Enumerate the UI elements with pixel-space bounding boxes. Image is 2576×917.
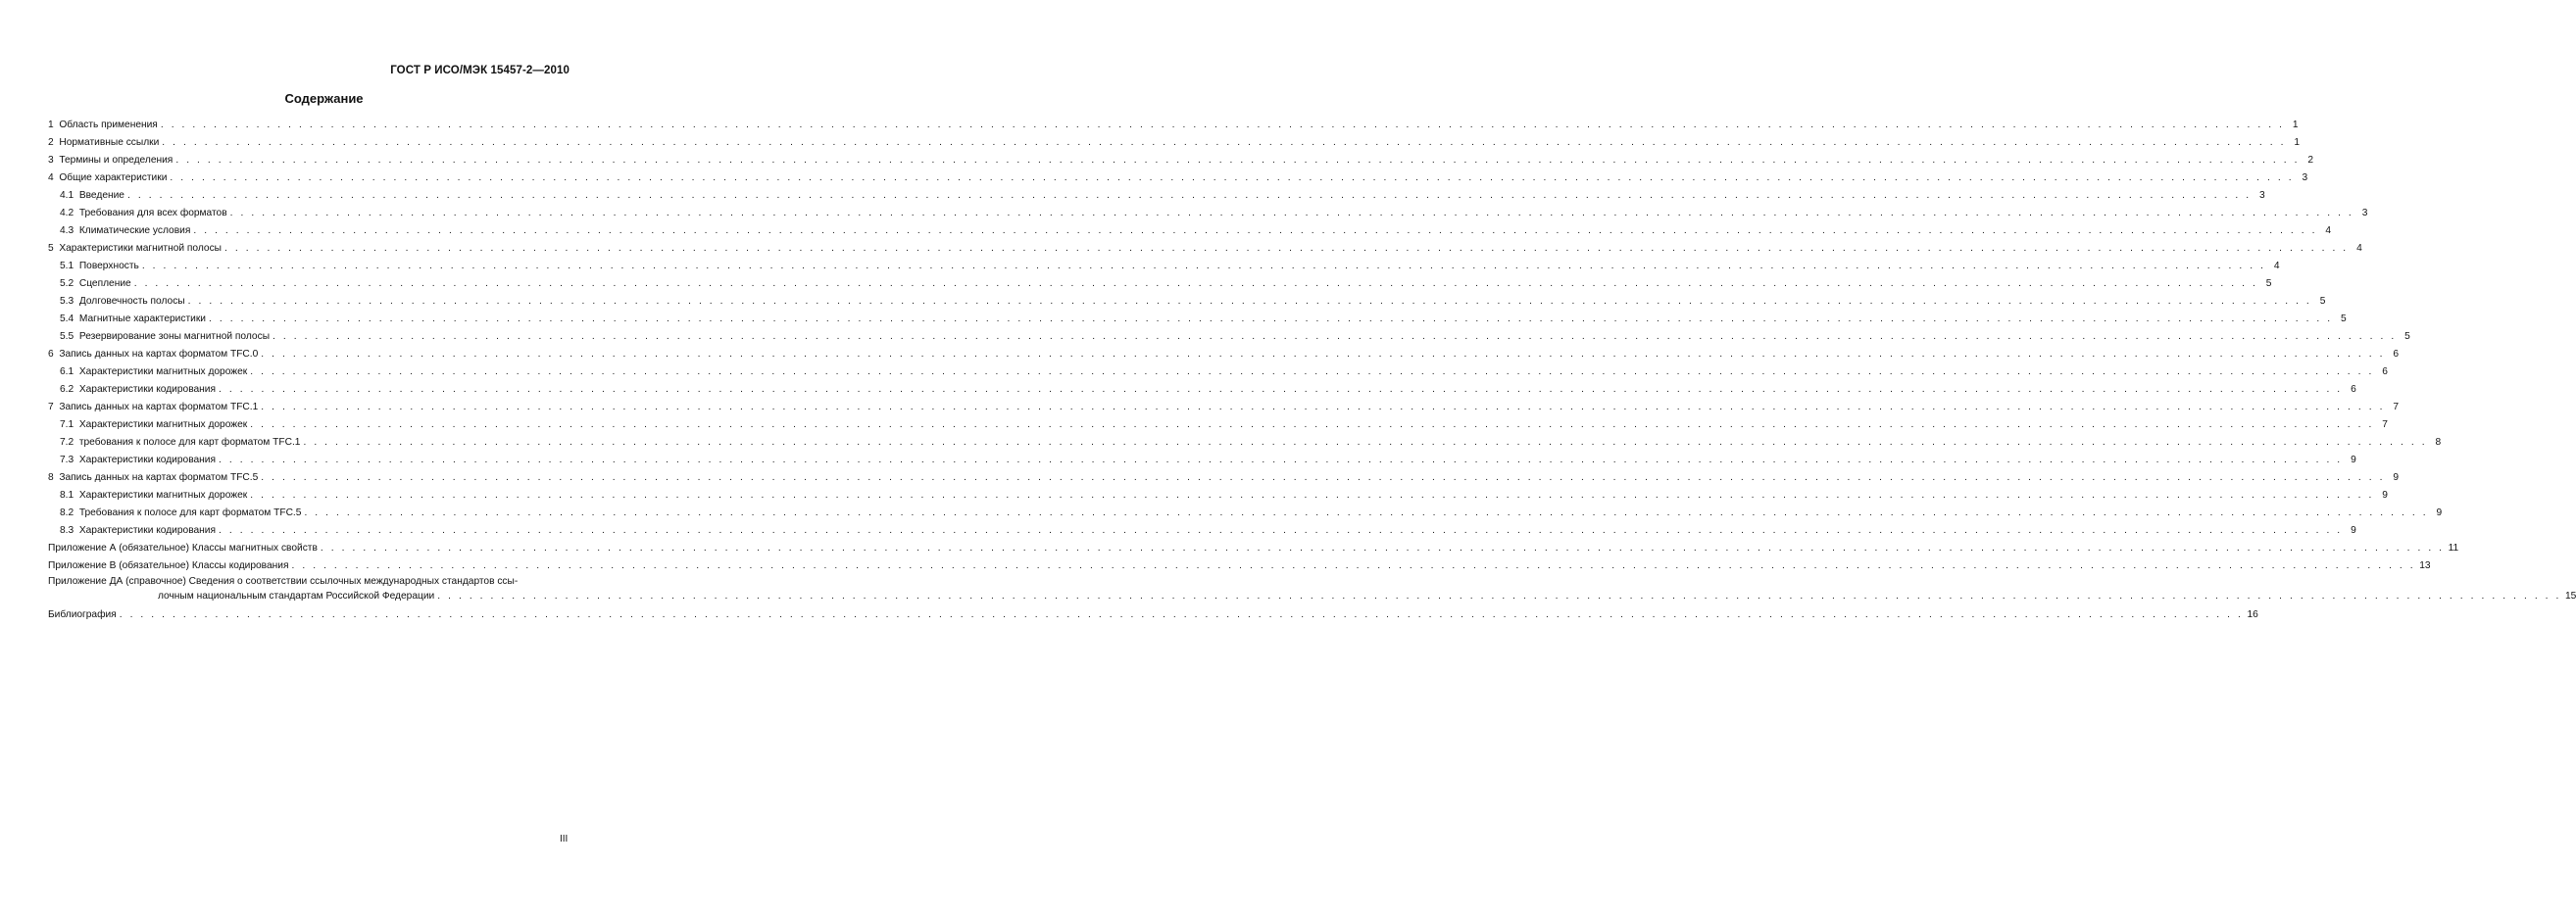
toc-entry-title: Резервирование зоны магнитной полосы: [78, 331, 271, 342]
toc-entry-page: 16: [2247, 609, 2258, 620]
toc-entry-number: 5.3: [60, 296, 74, 307]
toc-entry-title: Введение: [78, 190, 124, 201]
toc-entry: [48, 153, 2314, 168]
toc-entry-title: Сцепление: [78, 278, 131, 289]
toc-entry: [48, 241, 2362, 256]
toc-entry-page: 3: [2259, 190, 2265, 201]
toc-entry-title: Область применения: [59, 120, 158, 130]
dot-leader: . . . . . . . . . . . . . . . . . . . . . . . . . . . . . . . . . . . . . . . . . . . . . . . . . . . . . . . . . . . . . . . . . . . . . . . . . . . . . . . . . . . . . . . . . . . . . . . . . . . . . . . . . . . . . . . . . . . . . . . . . . . . . . . . . . . . . . . . . . . . . . . . . . . . . . . . . . . . . . . . . . . . . . . . . . . . . . . . . . . . . . . . . . . . . . . . . . . . . . . .: [170, 172, 2295, 183]
toc-entry-page: 2: [2307, 155, 2314, 166]
dot-leader: . . . . . . . . . . . . . . . . . . . . . . . . . . . . . . . . . . . . . . . . . . . . . . . . . . . . . . . . . . . . . . . . . . . . . . . . . . . . . . . . . . . . . . . . . . . . . . . . . . . . . . . . . . . . . . . . . . . . . . . . . . . . . . . . . . . . . . . . . . . . . . . . . . . . . . . . . . . . . . . . . . . . . . . . . . . . . . . . . . . . . . . . . . . . . . . . . . . . . . . .: [303, 437, 2428, 448]
toc-entry-number: 6.2: [60, 384, 74, 395]
toc-entry: [48, 223, 2332, 238]
dot-leader: . . . . . . . . . . . . . . . . . . . . . . . . . . . . . . . . . . . . . . . . . . . . . . . . . . . . . . . . . . . . . . . . . . . . . . . . . . . . . . . . . . . . . . . . . . . . . . . . . . . . . . . . . . . . . . . . . . . . . . . . . . . . . . . . . . . . . . . . . . . . . . . . . . . . . . . . . . . . . . . . . . . . . . . . . . . . . . . . . . . . . . . . . . . . . . . . . . . . . . . .: [250, 490, 2374, 501]
toc-entry: [48, 488, 2388, 503]
toc-entry-page: 7: [2393, 402, 2400, 412]
toc-entry-page: 3: [2361, 208, 2368, 218]
toc-entry-number: 8.2: [60, 507, 74, 518]
dot-leader: . . . . . . . . . . . . . . . . . . . . . . . . . . . . . . . . . . . . . . . . . . . . . . . . . . . . . . . . . . . . . . . . . . . . . . . . . . . . . . . . . . . . . . . . . . . . . . . . . . . . . . . . . . . . . . . . . . . . . . . . . . . . . . . . . . . . . . . . . . . . . . . . . . . . . . . . . . . . . . . . . . . . . . . . . . . . . . . . . . . . . . . . . . . . . . . . . . . . . . . .: [291, 560, 2416, 571]
toc-entry-title: Характеристики кодирования: [78, 455, 216, 465]
toc-entry-title: Характеристики кодирования: [78, 384, 216, 395]
dot-leader: . . . . . . . . . . . . . . . . . . . . . . . . . . . . . . . . . . . . . . . . . . . . . . . . . . . . . . . . . . . . . . . . . . . . . . . . . . . . . . . . . . . . . . . . . . . . . . . . . . . . . . . . . . . . . . . . . . . . . . . . . . . . . . . . . . . . . . . . . . . . . . . . . . . . . . . . . . . . . . . . . . . . . . . . . . . . . . . . . . . . . . . . . . . . . . . . . . . . . . . .: [261, 349, 2386, 360]
toc-entry-page: 9: [2382, 490, 2388, 501]
toc-entry-number: 4.2: [60, 208, 74, 218]
toc-entry-page: 5: [2404, 331, 2410, 342]
toc-entry-title: Запись данных на картах форматом TFC.0: [59, 349, 259, 360]
toc-entry-number: 6.1: [60, 366, 74, 377]
dot-leader: . . . . . . . . . . . . . . . . . . . . . . . . . . . . . . . . . . . . . . . . . . . . . . . . . . . . . . . . . . . . . . . . . . . . . . . . . . . . . . . . . . . . . . . . . . . . . . . . . . . . . . . . . . . . . . . . . . . . . . . . . . . . . . . . . . . . . . . . . . . . . . . . . . . . . . . . . . . . . . . . . . . . . . . . . . . . . . . . . . . . . . . . . . . . . . . . . . . . . . . .: [250, 419, 2374, 430]
toc-entry-title: Магнитные характеристики: [78, 314, 206, 324]
toc-entry-page: 9: [2351, 455, 2356, 465]
toc-entry-title: Характеристики магнитных дорожек: [78, 490, 248, 501]
toc-entry-page: 1: [2294, 137, 2301, 148]
toc-entry-title: Долговечность полосы: [78, 296, 185, 307]
toc-entry-title: Приложение А (обязательное) Классы магнитных свойств: [48, 543, 318, 554]
toc-entry: [48, 188, 2265, 203]
toc-entry-number: 3: [48, 155, 54, 166]
toc-entry: [48, 312, 2347, 326]
toc-entry-number: 5.2: [60, 278, 74, 289]
toc-entry-page: 6: [2393, 349, 2400, 360]
toc-entry-title: Требования для всех форматов: [78, 208, 227, 218]
toc-entry-page: 1: [2292, 120, 2299, 130]
toc-entry-title: Общие характеристики: [59, 172, 168, 183]
toc-entry: [48, 118, 2299, 132]
toc-entry: [48, 558, 2431, 573]
toc-entry-title: лочным национальным стандартам Российской Федерации: [158, 591, 435, 602]
toc-entry-title: Нормативные ссылки: [59, 137, 160, 148]
toc-entry: [48, 470, 2400, 485]
dot-leader: . . . . . . . . . . . . . . . . . . . . . . . . . . . . . . . . . . . . . . . . . . . . . . . . . . . . . . . . . . . . . . . . . . . . . . . . . . . . . . . . . . . . . . . . . . . . . . . . . . . . . . . . . . . . . . . . . . . . . . . . . . . . . . . . . . . . . . . . . . . . . . . . . . . . . . . . . . . . . . . . . . . . . . . . . . . . . . . . . . . . . . . . . . . . . . . . . . . . . . . .: [437, 591, 2561, 602]
toc-entry-annex-da-line1: Приложение ДА (справочное) Сведения о соответствии ссылочных международных стандартов ссы-: [48, 576, 519, 587]
document-code: ГОСТ Р ИСО/МЭК 15457-2—2010: [390, 65, 570, 76]
toc-entry-page: 5: [2319, 296, 2326, 307]
toc-entry-title: Требования к полосе для карт форматом TFC.5: [78, 507, 302, 518]
toc-entry-page: 13: [2419, 560, 2431, 571]
toc-entry-number: 5: [48, 243, 54, 254]
toc-entry: [48, 135, 2301, 150]
toc-entry-number: 7.3: [60, 455, 74, 465]
dot-leader: . . . . . . . . . . . . . . . . . . . . . . . . . . . . . . . . . . . . . . . . . . . . . . . . . . . . . . . . . . . . . . . . . . . . . . . . . . . . . . . . . . . . . . . . . . . . . . . . . . . . . . . . . . . . . . . . . . . . . . . . . . . . . . . . . . . . . . . . . . . . . . . . . . . . . . . . . . . . . . . . . . . . . . . . . . . . . . . . . . . . . . . . . . . . . . . . . . . . . . . .: [119, 609, 2244, 620]
dot-leader: . . . . . . . . . . . . . . . . . . . . . . . . . . . . . . . . . . . . . . . . . . . . . . . . . . . . . . . . . . . . . . . . . . . . . . . . . . . . . . . . . . . . . . . . . . . . . . . . . . . . . . . . . . . . . . . . . . . . . . . . . . . . . . . . . . . . . . . . . . . . . . . . . . . . . . . . . . . . . . . . . . . . . . . . . . . . . . . . . . . . . . . . . . . . . . . . . . . . . . . .: [250, 366, 2374, 377]
toc-entry: [48, 541, 2459, 555]
dot-leader: . . . . . . . . . . . . . . . . . . . . . . . . . . . . . . . . . . . . . . . . . . . . . . . . . . . . . . . . . . . . . . . . . . . . . . . . . . . . . . . . . . . . . . . . . . . . . . . . . . . . . . . . . . . . . . . . . . . . . . . . . . . . . . . . . . . . . . . . . . . . . . . . . . . . . . . . . . . . . . . . . . . . . . . . . . . . . . . . . . . . . . . . . . . . . . . . . . . . . . . .: [224, 243, 2349, 254]
toc-entry-page: 9: [2393, 472, 2400, 483]
dot-leader: . . . . . . . . . . . . . . . . . . . . . . . . . . . . . . . . . . . . . . . . . . . . . . . . . . . . . . . . . . . . . . . . . . . . . . . . . . . . . . . . . . . . . . . . . . . . . . . . . . . . . . . . . . . . . . . . . . . . . . . . . . . . . . . . . . . . . . . . . . . . . . . . . . . . . . . . . . . . . . . . . . . . . . . . . . . . . . . . . . . . . . . . . . . . . . . . . . . . . . . .: [304, 507, 2429, 518]
toc-entry: [48, 435, 2442, 450]
toc-entry: [48, 294, 2326, 309]
toc-entry-number: 7.2: [60, 437, 74, 448]
dot-leader: . . . . . . . . . . . . . . . . . . . . . . . . . . . . . . . . . . . . . . . . . . . . . . . . . . . . . . . . . . . . . . . . . . . . . . . . . . . . . . . . . . . . . . . . . . . . . . . . . . . . . . . . . . . . . . . . . . . . . . . . . . . . . . . . . . . . . . . . . . . . . . . . . . . . . . . . . . . . . . . . . . . . . . . . . . . . . . . . . . . . . . . . . . . . . . . . . . . . . . . .: [187, 296, 2312, 307]
toc-entry: [48, 259, 2280, 273]
toc-entry: [48, 382, 2356, 397]
toc-entry-number: 4.1: [60, 190, 74, 201]
dot-leader: . . . . . . . . . . . . . . . . . . . . . . . . . . . . . . . . . . . . . . . . . . . . . . . . . . . . . . . . . . . . . . . . . . . . . . . . . . . . . . . . . . . . . . . . . . . . . . . . . . . . . . . . . . . . . . . . . . . . . . . . . . . . . . . . . . . . . . . . . . . . . . . . . . . . . . . . . . . . . . . . . . . . . . . . . . . . . . . . . . . . . . . . . . . . . . . . . . . . . . . .: [219, 525, 2343, 536]
toc-entry-page: 7: [2382, 419, 2388, 430]
dot-leader: . . . . . . . . . . . . . . . . . . . . . . . . . . . . . . . . . . . . . . . . . . . . . . . . . . . . . . . . . . . . . . . . . . . . . . . . . . . . . . . . . . . . . . . . . . . . . . . . . . . . . . . . . . . . . . . . . . . . . . . . . . . . . . . . . . . . . . . . . . . . . . . . . . . . . . . . . . . . . . . . . . . . . . . . . . . . . . . . . . . . . . . . . . . . . . . . . . . . . . . .: [126, 190, 2252, 201]
toc-entry: [48, 170, 2308, 185]
toc-entry-page: 6: [2382, 366, 2388, 377]
toc-entry-bibliography: [48, 607, 2258, 622]
toc-entry-number: 6: [48, 349, 54, 360]
dot-leader: . . . . . . . . . . . . . . . . . . . . . . . . . . . . . . . . . . . . . . . . . . . . . . . . . . . . . . . . . . . . . . . . . . . . . . . . . . . . . . . . . . . . . . . . . . . . . . . . . . . . . . . . . . . . . . . . . . . . . . . . . . . . . . . . . . . . . . . . . . . . . . . . . . . . . . . . . . . . . . . . . . . . . . . . . . . . . . . . . . . . . . . . . . . . . . . . . . . . . . . .: [175, 155, 2301, 166]
toc-entry: [48, 329, 2410, 344]
toc-entry-number: 7.1: [60, 419, 74, 430]
dot-leader: . . . . . . . . . . . . . . . . . . . . . . . . . . . . . . . . . . . . . . . . . . . . . . . . . . . . . . . . . . . . . . . . . . . . . . . . . . . . . . . . . . . . . . . . . . . . . . . . . . . . . . . . . . . . . . . . . . . . . . . . . . . . . . . . . . . . . . . . . . . . . . . . . . . . . . . . . . . . . . . . . . . . . . . . . . . . . . . . . . . . . . . . . . . . . . . . . . . . . . . .: [320, 543, 2445, 554]
toc-entry-page: 4: [2356, 243, 2362, 254]
toc-entry: [48, 506, 2443, 520]
toc-entry-title: Термины и определения: [59, 155, 173, 166]
toc-entry-title: Климатические условия: [78, 225, 191, 236]
dot-leader: . . . . . . . . . . . . . . . . . . . . . . . . . . . . . . . . . . . . . . . . . . . . . . . . . . . . . . . . . . . . . . . . . . . . . . . . . . . . . . . . . . . . . . . . . . . . . . . . . . . . . . . . . . . . . . . . . . . . . . . . . . . . . . . . . . . . . . . . . . . . . . . . . . . . . . . . . . . . . . . . . . . . . . . . . . . . . . . . . . . . . . . . . . . . . . . . . . . . . . . .: [208, 314, 2333, 324]
toc-entry-page: 6: [2351, 384, 2356, 395]
toc-entry-title: требования к полосе для карт форматом TFC.1: [78, 437, 301, 448]
toc-entry: [48, 523, 2356, 538]
toc-entry-page: 11: [2448, 543, 2459, 554]
page-title: Содержание: [284, 91, 364, 106]
dot-leader: . . . . . . . . . . . . . . . . . . . . . . . . . . . . . . . . . . . . . . . . . . . . . . . . . . . . . . . . . . . . . . . . . . . . . . . . . . . . . . . . . . . . . . . . . . . . . . . . . . . . . . . . . . . . . . . . . . . . . . . . . . . . . . . . . . . . . . . . . . . . . . . . . . . . . . . . . . . . . . . . . . . . . . . . . . . . . . . . . . . . . . . . . . . . . . . . . . . . . . . .: [133, 278, 2258, 289]
toc-entry-number: 4: [48, 172, 54, 183]
toc-entry-title: Характеристики магнитной полосы: [59, 243, 222, 254]
dot-leader: . . . . . . . . . . . . . . . . . . . . . . . . . . . . . . . . . . . . . . . . . . . . . . . . . . . . . . . . . . . . . . . . . . . . . . . . . . . . . . . . . . . . . . . . . . . . . . . . . . . . . . . . . . . . . . . . . . . . . . . . . . . . . . . . . . . . . . . . . . . . . . . . . . . . . . . . . . . . . . . . . . . . . . . . . . . . . . . . . . . . . . . . . . . . . . . . . . . . . . . .: [261, 472, 2386, 483]
toc-entry-number: 5.1: [60, 261, 74, 271]
toc-entry: [48, 206, 2368, 220]
toc-entry: [48, 276, 2272, 291]
toc-entry-number: 5.4: [60, 314, 74, 324]
toc-entry-title: Характеристики кодирования: [78, 525, 216, 536]
toc-entry-title: Запись данных на картах форматом TFC.5: [59, 472, 259, 483]
toc-entry: [48, 400, 2400, 414]
toc-entry-page: 5: [2341, 314, 2347, 324]
toc-entry-number: 7: [48, 402, 54, 412]
toc-entry-number: 8.1: [60, 490, 74, 501]
toc-entry-number: 8.3: [60, 525, 74, 536]
toc-entry-page: 15: [2564, 591, 2576, 602]
dot-leader: . . . . . . . . . . . . . . . . . . . . . . . . . . . . . . . . . . . . . . . . . . . . . . . . . . . . . . . . . . . . . . . . . . . . . . . . . . . . . . . . . . . . . . . . . . . . . . . . . . . . . . . . . . . . . . . . . . . . . . . . . . . . . . . . . . . . . . . . . . . . . . . . . . . . . . . . . . . . . . . . . . . . . . . . . . . . . . . . . . . . . . . . . . . . . . . . . . . . . . . .: [160, 120, 2285, 130]
toc-entry-title: Характеристики магнитных дорожек: [78, 419, 248, 430]
toc-entry-title: Поверхность: [78, 261, 139, 271]
toc-entry-number: 2: [48, 137, 54, 148]
toc-entry-title: Библиография: [48, 609, 117, 620]
page-number: III: [560, 834, 569, 845]
dot-leader: . . . . . . . . . . . . . . . . . . . . . . . . . . . . . . . . . . . . . . . . . . . . . . . . . . . . . . . . . . . . . . . . . . . . . . . . . . . . . . . . . . . . . . . . . . . . . . . . . . . . . . . . . . . . . . . . . . . . . . . . . . . . . . . . . . . . . . . . . . . . . . . . . . . . . . . . . . . . . . . . . . . . . . . . . . . . . . . . . . . . . . . . . . . . . . . . . . . . . . . .: [261, 402, 2386, 412]
toc-entry: [48, 453, 2356, 467]
toc-entry-page: 4: [2273, 261, 2280, 271]
dot-leader: . . . . . . . . . . . . . . . . . . . . . . . . . . . . . . . . . . . . . . . . . . . . . . . . . . . . . . . . . . . . . . . . . . . . . . . . . . . . . . . . . . . . . . . . . . . . . . . . . . . . . . . . . . . . . . . . . . . . . . . . . . . . . . . . . . . . . . . . . . . . . . . . . . . . . . . . . . . . . . . . . . . . . . . . . . . . . . . . . . . . . . . . . . . . . . . . . . . . . . . .: [141, 261, 2266, 271]
dot-leader: . . . . . . . . . . . . . . . . . . . . . . . . . . . . . . . . . . . . . . . . . . . . . . . . . . . . . . . . . . . . . . . . . . . . . . . . . . . . . . . . . . . . . . . . . . . . . . . . . . . . . . . . . . . . . . . . . . . . . . . . . . . . . . . . . . . . . . . . . . . . . . . . . . . . . . . . . . . . . . . . . . . . . . . . . . . . . . . . . . . . . . . . . . . . . . . . . . . . . . . .: [162, 137, 2287, 148]
dot-leader: . . . . . . . . . . . . . . . . . . . . . . . . . . . . . . . . . . . . . . . . . . . . . . . . . . . . . . . . . . . . . . . . . . . . . . . . . . . . . . . . . . . . . . . . . . . . . . . . . . . . . . . . . . . . . . . . . . . . . . . . . . . . . . . . . . . . . . . . . . . . . . . . . . . . . . . . . . . . . . . . . . . . . . . . . . . . . . . . . . . . . . . . . . . . . . . . . . . . . . . .: [272, 331, 2397, 342]
toc-entry-page: 4: [2325, 225, 2332, 236]
toc-entry: [48, 347, 2400, 362]
toc-entry-number: 4.3: [60, 225, 74, 236]
toc-entry-page: 3: [2302, 172, 2308, 183]
toc-entry-page: 9: [2436, 507, 2443, 518]
toc-entry-number: 5.5: [60, 331, 74, 342]
dot-leader: . . . . . . . . . . . . . . . . . . . . . . . . . . . . . . . . . . . . . . . . . . . . . . . . . . . . . . . . . . . . . . . . . . . . . . . . . . . . . . . . . . . . . . . . . . . . . . . . . . . . . . . . . . . . . . . . . . . . . . . . . . . . . . . . . . . . . . . . . . . . . . . . . . . . . . . . . . . . . . . . . . . . . . . . . . . . . . . . . . . . . . . . . . . . . . . . . . . . . . . .: [219, 455, 2343, 465]
dot-leader: . . . . . . . . . . . . . . . . . . . . . . . . . . . . . . . . . . . . . . . . . . . . . . . . . . . . . . . . . . . . . . . . . . . . . . . . . . . . . . . . . . . . . . . . . . . . . . . . . . . . . . . . . . . . . . . . . . . . . . . . . . . . . . . . . . . . . . . . . . . . . . . . . . . . . . . . . . . . . . . . . . . . . . . . . . . . . . . . . . . . . . . . . . . . . . . . . . . . . . . .: [193, 225, 2318, 236]
toc-entry: [48, 364, 2388, 379]
toc-entry-page: 8: [2435, 437, 2442, 448]
toc-entry-annex-da-line2: [48, 589, 2576, 603]
toc-entry-title: Приложение В (обязательное) Классы кодирования: [48, 560, 289, 571]
dot-leader: . . . . . . . . . . . . . . . . . . . . . . . . . . . . . . . . . . . . . . . . . . . . . . . . . . . . . . . . . . . . . . . . . . . . . . . . . . . . . . . . . . . . . . . . . . . . . . . . . . . . . . . . . . . . . . . . . . . . . . . . . . . . . . . . . . . . . . . . . . . . . . . . . . . . . . . . . . . . . . . . . . . . . . . . . . . . . . . . . . . . . . . . . . . . . . . . . . . . . . . .: [229, 208, 2354, 218]
toc-entry-number: 8: [48, 472, 54, 483]
dot-leader: . . . . . . . . . . . . . . . . . . . . . . . . . . . . . . . . . . . . . . . . . . . . . . . . . . . . . . . . . . . . . . . . . . . . . . . . . . . . . . . . . . . . . . . . . . . . . . . . . . . . . . . . . . . . . . . . . . . . . . . . . . . . . . . . . . . . . . . . . . . . . . . . . . . . . . . . . . . . . . . . . . . . . . . . . . . . . . . . . . . . . . . . . . . . . . . . . . . . . . . .: [219, 384, 2343, 395]
toc-entry: [48, 417, 2388, 432]
toc-entry-title: Запись данных на картах форматом TFC.1: [59, 402, 259, 412]
toc-entry-number: 1: [48, 120, 54, 130]
toc-entry-page: 5: [2265, 278, 2272, 289]
toc-entry-page: 9: [2351, 525, 2356, 536]
toc-entry-title: Характеристики магнитных дорожек: [78, 366, 248, 377]
